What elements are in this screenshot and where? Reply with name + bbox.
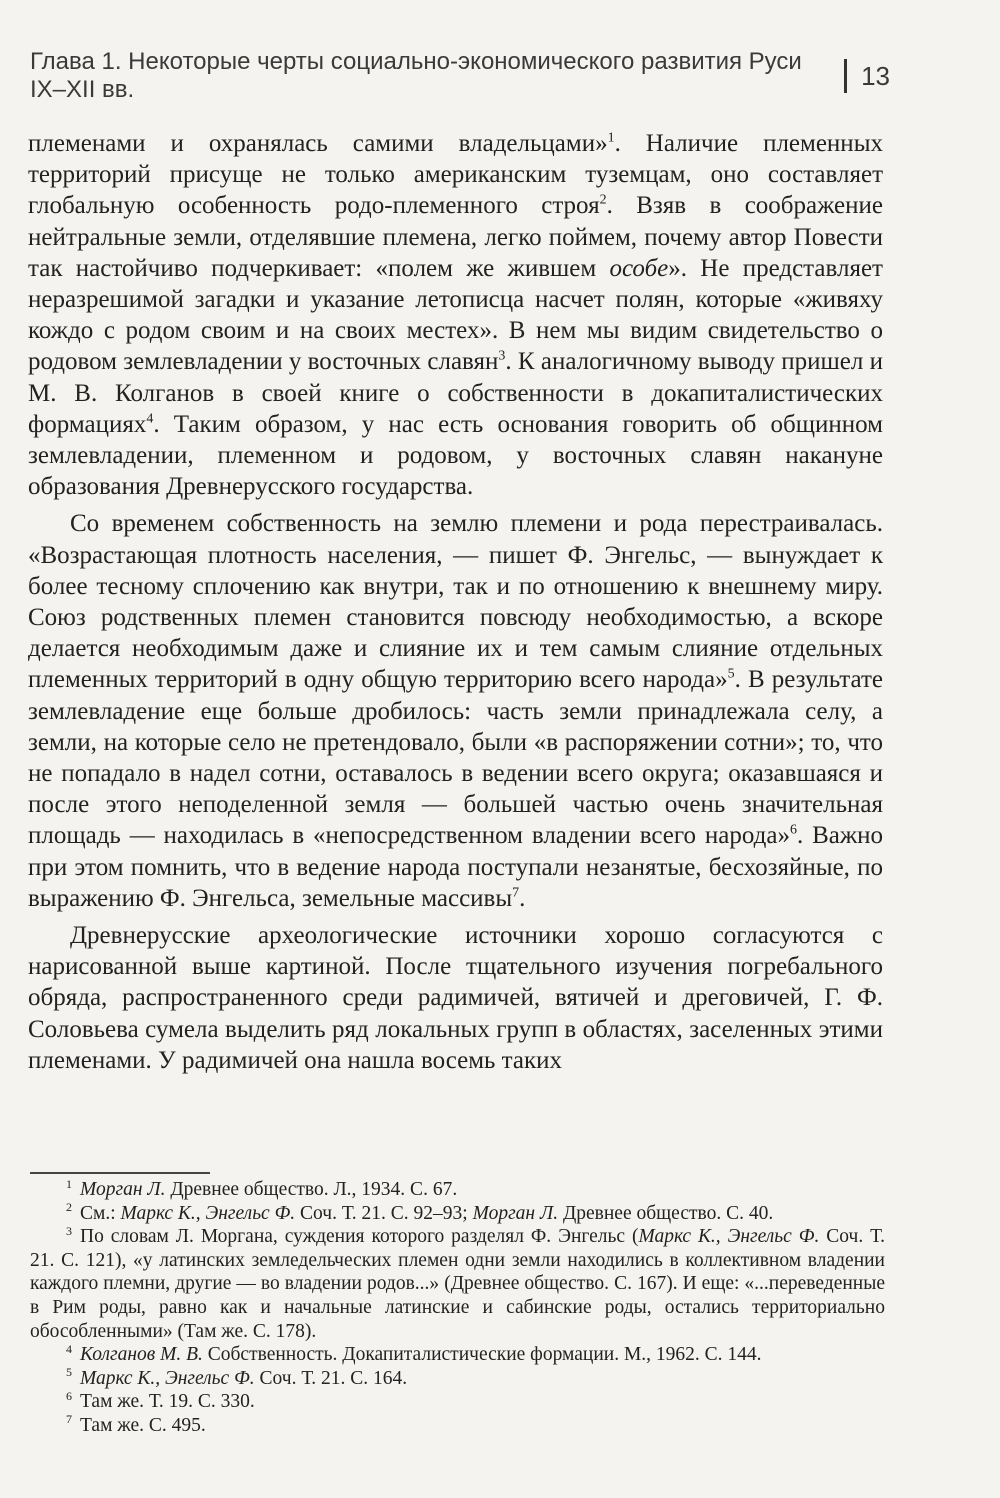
p1-text-a: племенами и охранялась самими владельцами» (28, 130, 608, 157)
footnote-5-text: Соч. Т. 21. С. 164. (254, 1367, 408, 1389)
footnote-2-author-b: Морган Л. (472, 1202, 559, 1224)
footnote-2-text-c: Древнее общество. С. 40. (558, 1202, 774, 1224)
p1-text-f: . Таким образом, у нас есть основания говорить об общинном землевладении, племенном и родовом, у восточных славян накануне образования Древнерусского государства. (28, 410, 883, 501)
footnote-ref-7: 7 (512, 885, 520, 901)
footnote-1-author: Морган Л. (80, 1179, 166, 1200)
p2-text-b: . В результате землевладение еще больше дробилось: часть земли принадлежала селу, а земли, на которые село не претендовало, были «в распоряжении сотни»; то, что не попадало в надел сотни, оставалось в ведении всего округа; оказавшаяся и после этого неподеленной земля — большей частью очень значительная площадь — находилась в «непосредственном владении всего народа» (28, 666, 883, 850)
footnote-6-number: 6 (66, 1388, 72, 1403)
footnote-6 (30, 1390, 885, 1414)
footnote-ref-2: 2 (599, 193, 607, 209)
footnote-5-author: Маркс К., Энгельс Ф. (80, 1367, 255, 1389)
p2-text-c: . Важно при этом помнить, что в ведение народа поступали незанятые, бесхозяйные, по выражению Ф. Энгельса, земельные массивы (28, 822, 883, 912)
footnote-7 (30, 1414, 885, 1438)
footnote-7-number: 7 (66, 1412, 72, 1427)
footnote-2-text-b: Соч. Т. 21. С. 92–93; (295, 1202, 473, 1224)
p3-text-a: Древнерусские археологические источники хорошо согласуются с нарисованной выше картиной. После тщательного изучения погребального обряда, распространенного среди радимичей, вятичей и дреговичей, Г. Ф. Соловьева сумела выделить ряд локальных групп в областях, заселенных этими племенами. У радимичей она нашла восемь таких (28, 922, 883, 1074)
footnote-3-text-a: По словам Л. Моргана, суждения которого разделял Ф. Энгельс ( (80, 1226, 639, 1248)
footnote-5 (30, 1367, 885, 1391)
p1-italic-osobe: особе (609, 254, 669, 282)
footnote-1-text: Древнее общество. Л., 1934. С. 67. (165, 1179, 458, 1200)
footnote-ref-3: 3 (498, 349, 506, 365)
footnote-3-number: 3 (66, 1223, 72, 1238)
footnote-2-number: 2 (66, 1200, 72, 1215)
footnote-4-number: 4 (66, 1341, 72, 1356)
footnote-2-author-a: Маркс К., Энгельс Ф. (120, 1202, 296, 1224)
footnote-3 (30, 1225, 885, 1343)
paragraph-1 (28, 128, 883, 502)
running-header (30, 48, 890, 103)
p2-text-d: . (519, 884, 526, 912)
footnote-3-text-b: Соч. Т. 21. С. 121), «у латинских земледельческих племен одни земли находились в коллективном владении каждого племни, другие — во владении родов...» (Древнее общество. С. 167). И еще: «...переведенные в Рим роды, равно как и начальные латинские и сабинские роды, остались территориально обособленными» (Там же. С. 178). (30, 1226, 885, 1342)
footnote-4-text: Собственность. Докапиталистические формации. М., 1962. С. 144. (202, 1344, 762, 1366)
chapter-title: Глава 1. Некоторые черты социально-экономического развития Руси IX–XII вв. (30, 48, 802, 103)
footnote-ref-5: 5 (727, 667, 735, 683)
p1-text-d: ». Не представляет неразрешимой загадки и указание летописца насчет полян, которые «живяху кождо с родом своим и на своих местех». В нем мы видим свидетельство о родовом землевладении у восточных славян (28, 254, 883, 376)
footnote-ref-4: 4 (146, 411, 154, 427)
footnote-divider (30, 1172, 210, 1174)
footnote-6-text: Там же. Т. 19. С. 330. (80, 1391, 255, 1413)
page-number: 13 (861, 60, 890, 91)
p2-text-a: Со временем собственность на землю племени и рода перестраивалась. «Возрастающая плотность населения, — пишет Ф. Энгельс, — вынуждает к более тесному сплочению как внутри, так и по отношению к внешнему миру. Союз родственных племен становится повсюду необходимостью, а вскоре делается необходимым даже и слияние их и тем самым слияние отдельных племенных территорий в одну общую территорию всего народа» (28, 510, 883, 694)
main-text (28, 128, 883, 1076)
footnote-4 (30, 1343, 885, 1367)
p1-text-c: . Взяв в соображение нейтральные земли, отделявшие племена, легко поймем, почему автор Повести так настойчиво подчеркивает: «полем же жившем (28, 192, 883, 282)
footnote-1-number: 1 (66, 1176, 72, 1191)
footnote-5-number: 5 (66, 1365, 72, 1380)
header-separator (844, 59, 847, 93)
footnote-4-author: Колганов М. В. (80, 1344, 203, 1366)
p1-text-b: . Наличие племенных территорий присуще не только американским туземцам, оно составляет глобальную особенность родо-племенного строя (28, 130, 883, 220)
paragraph-2 (28, 508, 883, 914)
p1-text-e: . К аналогичному выводу пришел и М. В. Колганов в своей книге о собственности в докапиталистических формациях (28, 348, 883, 438)
footnote-3-author: Маркс К., Энгельс Ф. (638, 1226, 820, 1248)
footnote-2 (30, 1202, 885, 1226)
paragraph-3 (28, 920, 883, 1076)
footnote-1 (30, 1178, 885, 1202)
footnotes (30, 1178, 885, 1438)
footnote-7-text: Там же. С. 495. (80, 1414, 206, 1436)
footnote-ref-6: 6 (789, 823, 797, 839)
footnote-ref-1: 1 (607, 130, 615, 146)
footnote-2-text-a: См.: (80, 1202, 121, 1224)
